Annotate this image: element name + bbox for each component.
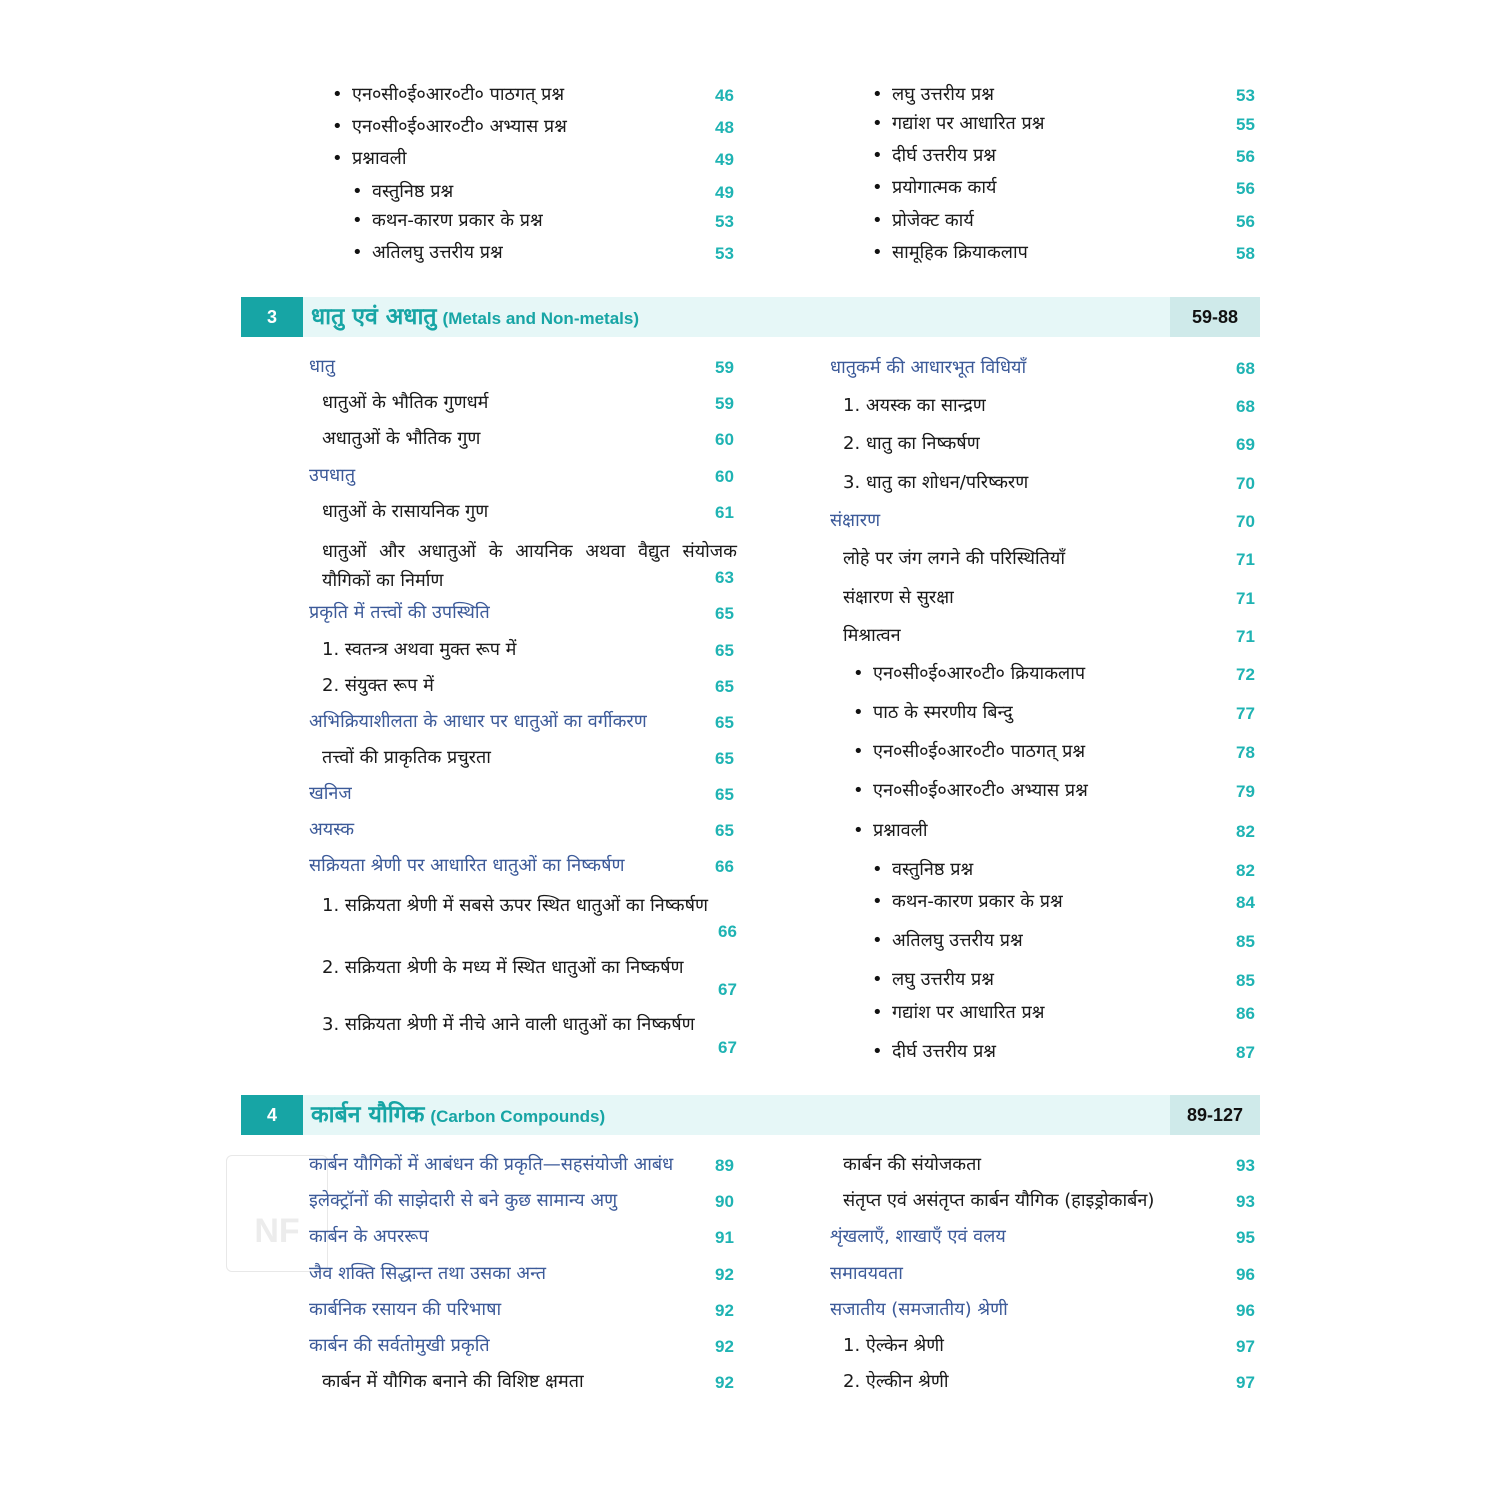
toc-entry-text[interactable]: • गद्यांश पर आधारित प्रश्न xyxy=(892,1002,1045,1024)
toc-page-number: 77 xyxy=(1236,704,1255,723)
chapter-page-range: 59-88 xyxy=(1170,297,1260,337)
toc-page-number: 56 xyxy=(1236,179,1255,198)
toc-entry-text[interactable]: • एन०सी०ई०आर०टी० पाठगत् प्रश्न xyxy=(352,84,564,106)
toc-page-number: 46 xyxy=(715,86,734,105)
chapter-title xyxy=(311,297,639,337)
toc-entry-text[interactable]: • वस्तुनिष्ठ प्रश्न xyxy=(372,181,453,203)
toc-page-number: 65 xyxy=(715,785,734,804)
toc-page-number: 65 xyxy=(715,749,734,768)
toc-page-number: 67 xyxy=(718,980,737,999)
toc-page-number: 90 xyxy=(715,1192,734,1211)
toc-entry-text[interactable]: 3. सक्रियता श्रेणी में नीचे आने वाली धातुओं का निष्कर्षण xyxy=(322,1014,695,1035)
toc-entry-text[interactable]: संतृप्त एवं असंतृप्त कार्बन यौगिक (हाइड्रोकार्बन) xyxy=(843,1190,1155,1211)
toc-page-number: 53 xyxy=(715,212,734,231)
toc-page-number: 69 xyxy=(1236,435,1255,454)
toc-entry-text[interactable]: तत्त्वों की प्राकृतिक प्रचुरता xyxy=(322,747,491,768)
toc-section-heading[interactable]: शृंखलाएँ, शाखाएँ एवं वलय xyxy=(830,1226,1006,1247)
toc-page-number: 92 xyxy=(715,1265,734,1284)
toc-page-number: 92 xyxy=(715,1337,734,1356)
chapter-title-hindi: धातु एवं अधातु xyxy=(311,304,437,330)
toc-page-number: 91 xyxy=(715,1228,734,1247)
toc-page-number: 84 xyxy=(1236,893,1255,912)
toc-section-heading[interactable]: कार्बन यौगिकों में आबंधन की प्रकृति—सहसंयोजी आबंध xyxy=(309,1154,674,1175)
toc-page-number: 49 xyxy=(715,150,734,169)
toc-section-heading[interactable]: धातुकर्म की आधारभूत विधियाँ xyxy=(830,357,1027,378)
toc-page-number: 97 xyxy=(1236,1373,1255,1392)
toc-page-number: 65 xyxy=(715,713,734,732)
toc-entry-text[interactable]: • प्रोजेक्ट कार्य xyxy=(892,210,974,232)
toc-page-number: 55 xyxy=(1236,115,1255,134)
toc-section-heading[interactable]: संक्षारण xyxy=(830,510,881,531)
toc-entry-text[interactable]: • एन०सी०ई०आर०टी० अभ्यास प्रश्न xyxy=(873,780,1088,802)
toc-page-number: 71 xyxy=(1236,550,1255,569)
toc-entry-text[interactable]: मिश्रात्वन xyxy=(843,625,901,646)
toc-page-number: 49 xyxy=(715,183,734,202)
toc-page-number: 92 xyxy=(715,1373,734,1392)
toc-page-number: 48 xyxy=(715,118,734,137)
toc-entry-text[interactable]: • दीर्घ उत्तरीय प्रश्न xyxy=(892,145,996,167)
toc-page-number: 58 xyxy=(1236,244,1255,263)
toc-section-heading[interactable]: खनिज xyxy=(309,783,352,804)
toc-page-number: 79 xyxy=(1236,782,1255,801)
toc-entry-text[interactable]: • लघु उत्तरीय प्रश्न xyxy=(892,969,994,991)
toc-section-heading[interactable]: कार्बन की सर्वतोमुखी प्रकृति xyxy=(309,1335,490,1356)
toc-section-heading[interactable]: सजातीय (समजातीय) श्रेणी xyxy=(830,1299,1008,1320)
toc-section-heading[interactable]: धातु xyxy=(309,356,335,377)
toc-section-heading[interactable]: कार्बनिक रसायन की परिभाषा xyxy=(309,1299,502,1320)
toc-page-number: 89 xyxy=(715,1156,734,1175)
toc-entry-text[interactable]: धातुओं के रासायनिक गुण xyxy=(322,501,489,522)
toc-section-heading[interactable]: इलेक्ट्रॉनों की साझेदारी से बने कुछ सामान्य अणु xyxy=(309,1190,618,1211)
toc-page-number: 65 xyxy=(715,604,734,623)
toc-entry-text[interactable]: 2. धातु का निष्कर्षण xyxy=(843,433,980,454)
toc-page-number: 72 xyxy=(1236,665,1255,684)
toc-entry-text[interactable]: धातुओं के भौतिक गुणधर्म xyxy=(322,392,489,413)
toc-entry-text[interactable]: 1. ऐल्केन श्रेणी xyxy=(843,1335,944,1356)
chapter-page-range: 89-127 xyxy=(1170,1095,1260,1135)
toc-entry-text[interactable]: 1. स्वतन्त्र अथवा मुक्त रूप में xyxy=(322,639,517,660)
toc-entry-text[interactable]: • कथन-कारण प्रकार के प्रश्न xyxy=(892,891,1063,913)
toc-section-heading[interactable]: कार्बन के अपररूप xyxy=(309,1226,429,1247)
toc-entry-text[interactable]: अधातुओं के भौतिक गुण xyxy=(322,428,481,449)
toc-page-number: 53 xyxy=(715,244,734,263)
toc-page-number: 65 xyxy=(715,677,734,696)
toc-page-number: 66 xyxy=(718,922,737,941)
toc-page-number: 56 xyxy=(1236,147,1255,166)
toc-entry-text[interactable]: • एन०सी०ई०आर०टी० अभ्यास प्रश्न xyxy=(352,116,567,138)
chapter-title-english: (Carbon Compounds) xyxy=(430,1107,606,1126)
toc-entry-text[interactable]: • पाठ के स्मरणीय बिन्दु xyxy=(873,702,1013,724)
toc-entry-text[interactable]: कार्बन में यौगिक बनाने की विशिष्ट क्षमता xyxy=(322,1371,584,1392)
toc-page-number: 93 xyxy=(1236,1192,1255,1211)
toc-entry-text[interactable]: धातुओं और अधातुओं के आयनिक अथवा वैद्युत संयोजक यौगिकों का निर्माण xyxy=(322,541,737,591)
toc-page-number: 85 xyxy=(1236,971,1255,990)
toc-entry-text[interactable]: संक्षारण से सुरक्षा xyxy=(843,587,954,608)
toc-section-heading[interactable]: समावयवता xyxy=(830,1263,903,1284)
toc-section-heading[interactable]: अयस्क xyxy=(309,819,355,840)
toc-entry-text[interactable]: • प्रयोगात्मक कार्य xyxy=(892,177,996,199)
chapter-3-header[interactable] xyxy=(241,297,1260,337)
toc-entry-text[interactable]: • वस्तुनिष्ठ प्रश्न xyxy=(892,859,973,881)
toc-page-number: 96 xyxy=(1236,1265,1255,1284)
toc-page-number: 68 xyxy=(1236,397,1255,416)
toc-page-number: 82 xyxy=(1236,861,1255,880)
toc-entry-text[interactable]: 2. ऐल्कीन श्रेणी xyxy=(843,1371,949,1392)
toc-page-number: 59 xyxy=(715,358,734,377)
toc-page-number: 68 xyxy=(1236,359,1255,378)
toc-entry-text[interactable]: • लघु उत्तरीय प्रश्न xyxy=(892,84,994,106)
toc-page-number: 87 xyxy=(1236,1043,1255,1062)
toc-entry-text[interactable]: • प्रश्नावली xyxy=(873,820,928,842)
toc-page-number: 59 xyxy=(715,394,734,413)
toc-entry-text[interactable]: 1. सक्रियता श्रेणी में सबसे ऊपर स्थित धातुओं का निष्कर्षण xyxy=(322,895,709,916)
toc-page-number: 82 xyxy=(1236,822,1255,841)
toc-page-number: 70 xyxy=(1236,474,1255,493)
chapter-title xyxy=(311,1095,605,1135)
toc-page-number: 60 xyxy=(715,430,734,449)
toc-entry-text[interactable]: • एन०सी०ई०आर०टी० पाठगत् प्रश्न xyxy=(873,741,1085,763)
toc-entry-text[interactable]: 3. धातु का शोधन/परिष्करण xyxy=(843,472,1029,493)
toc-entry-text[interactable]: • सामूहिक क्रियाकलाप xyxy=(892,242,1028,264)
toc-section-heading[interactable]: अभिक्रियाशीलता के आधार पर धातुओं का वर्गीकरण xyxy=(309,711,647,732)
toc-page-number: 96 xyxy=(1236,1301,1255,1320)
toc-page-number: 97 xyxy=(1236,1337,1255,1356)
toc-page-number: 66 xyxy=(715,857,734,876)
publisher-watermark: NF xyxy=(226,1155,328,1272)
toc-entry-text[interactable]: 2. संयुक्त रूप में xyxy=(322,675,434,696)
toc-page-number: 65 xyxy=(715,821,734,840)
toc-page-number: 71 xyxy=(1236,589,1255,608)
toc-entry-text[interactable]: कार्बन की संयोजकता xyxy=(843,1154,982,1175)
toc-entry-text[interactable]: लोहे पर जंग लगने की परिस्थितियाँ xyxy=(843,548,1065,569)
toc-section-heading[interactable]: जैव शक्ति सिद्धान्त तथा उसका अन्त xyxy=(309,1263,546,1284)
toc-page-number: 78 xyxy=(1236,743,1255,762)
toc-page-number: 61 xyxy=(715,503,734,522)
toc-entry-text[interactable]: • अतिलघु उत्तरीय प्रश्न xyxy=(892,930,1023,952)
toc-section-heading[interactable]: उपधातु xyxy=(309,465,356,486)
chapter-4-header[interactable] xyxy=(241,1095,1260,1135)
toc-page-number: 93 xyxy=(1236,1156,1255,1175)
toc-entry-text[interactable]: 2. सक्रियता श्रेणी के मध्य में स्थित धातुओं का निष्कर्षण xyxy=(322,957,684,978)
toc-section-heading[interactable]: प्रकृति में तत्त्वों की उपस्थिति xyxy=(309,602,490,623)
toc-page-number: 56 xyxy=(1236,212,1255,231)
toc-entry-text[interactable]: • एन०सी०ई०आर०टी० क्रियाकलाप xyxy=(873,663,1085,685)
toc-page-number: 60 xyxy=(715,467,734,486)
toc-entry-text[interactable]: • गद्यांश पर आधारित प्रश्न xyxy=(892,113,1045,135)
toc-entry-text[interactable]: • प्रश्नावली xyxy=(352,148,407,170)
toc-page-number: 53 xyxy=(1236,86,1255,105)
toc-entry-text[interactable]: • दीर्घ उत्तरीय प्रश्न xyxy=(892,1041,996,1063)
toc-entry-text[interactable]: • कथन-कारण प्रकार के प्रश्न xyxy=(372,210,543,232)
chapter-title-hindi: कार्बन यौगिक xyxy=(311,1102,425,1128)
toc-entry-text[interactable]: • अतिलघु उत्तरीय प्रश्न xyxy=(372,242,503,264)
toc-page-number: 67 xyxy=(718,1038,737,1057)
toc-page-number: 71 xyxy=(1236,627,1255,646)
toc-section-heading[interactable]: सक्रियता श्रेणी पर आधारित धातुओं का निष्कर्षण xyxy=(309,855,625,876)
chapter-number: 4 xyxy=(241,1095,303,1135)
toc-page-number: 65 xyxy=(715,641,734,660)
chapter-number: 3 xyxy=(241,297,303,337)
toc-page-number: 95 xyxy=(1236,1228,1255,1247)
toc-page-number: 63 xyxy=(715,568,734,587)
toc-page-number: 70 xyxy=(1236,512,1255,531)
toc-entry-text[interactable]: 1. अयस्क का सान्द्रण xyxy=(843,395,986,416)
toc-page-number: 86 xyxy=(1236,1004,1255,1023)
toc-page-number: 85 xyxy=(1236,932,1255,951)
chapter-title-english: (Metals and Non-metals) xyxy=(442,309,640,328)
toc-page-number: 92 xyxy=(715,1301,734,1320)
